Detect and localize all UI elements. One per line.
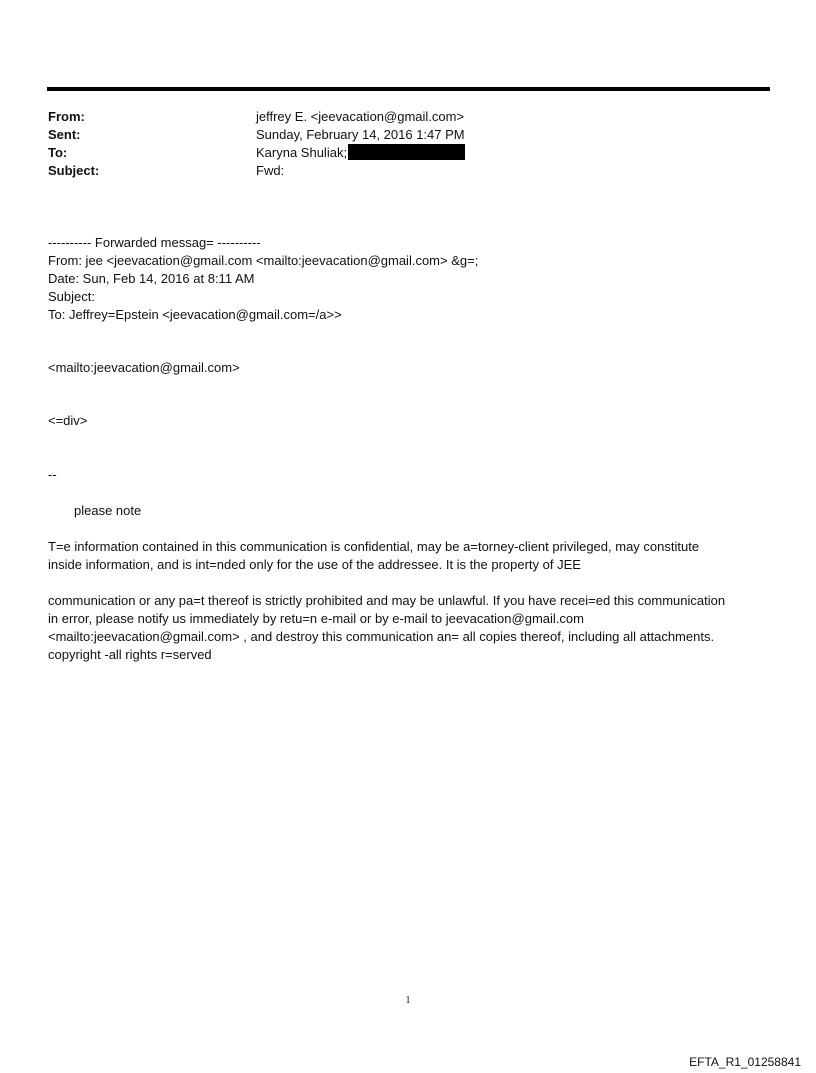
bates-number: EFTA_R1_01258841 xyxy=(689,1055,801,1069)
mailto-line: <mailto:jeevacation@gmail.com> xyxy=(48,360,240,375)
para2-line4: copyright -all rights r=served xyxy=(48,647,212,662)
forwarded-from: From: jee <jeevacation@gmail.com <mailto:jeevacation@gmail.com> &g=; xyxy=(48,253,479,268)
header-rule xyxy=(47,87,770,91)
redaction-block xyxy=(348,144,465,160)
to-value-wrap xyxy=(256,144,465,162)
forwarded-date: Date: Sun, Feb 14, 2016 at 8:11 AM xyxy=(48,271,255,286)
please-note: please note xyxy=(74,503,142,518)
para2-line3: <mailto:jeevacation@gmail.com> , and destroy this communication an= all copies thereof, including all attachments. xyxy=(48,629,715,644)
sent-value: Sunday, February 14, 2016 1:47 PM xyxy=(256,127,465,142)
confidentiality-para-2 xyxy=(48,592,770,664)
to-value: Karyna Shuliak; xyxy=(256,145,348,160)
forwarded-subject: Subject: xyxy=(48,289,95,304)
from-value: jeffrey E. <jeevacation@gmail.com> xyxy=(256,109,465,124)
forwarded-block xyxy=(48,234,770,324)
page-number: 1 xyxy=(405,995,411,1006)
para1-line1: T=e information contained in this communication is confidential, may be a=torney-client privileged, may constitute xyxy=(48,539,700,554)
para2-line1: communication or any pa=t thereof is strictly prohibited and may be unlawful. If you have recei=ed this communication xyxy=(48,593,726,608)
to-label: To: xyxy=(48,145,68,160)
subject-label: Subject: xyxy=(48,163,100,178)
from-label: From: xyxy=(48,109,85,124)
div-line: <=div> xyxy=(48,413,88,428)
signature-dashes: -- xyxy=(48,467,57,482)
forwarded-separator: ---------- Forwarded messag= ---------- xyxy=(48,235,261,250)
subject-value: Fwd: xyxy=(256,163,285,178)
para1-line2: inside information, and is int=nded only for the use of the addressee. It is the property of JEE xyxy=(48,557,581,572)
sent-label: Sent: xyxy=(48,127,81,142)
forwarded-to: To: Jeffrey=Epstein <jeevacation@gmail.com=/a>> xyxy=(48,307,342,322)
para2-line2: in error, please notify us immediately by retu=n e-mail or by e-mail to jeevacation@gmail.com xyxy=(48,611,584,626)
confidentiality-para-1 xyxy=(48,538,770,574)
